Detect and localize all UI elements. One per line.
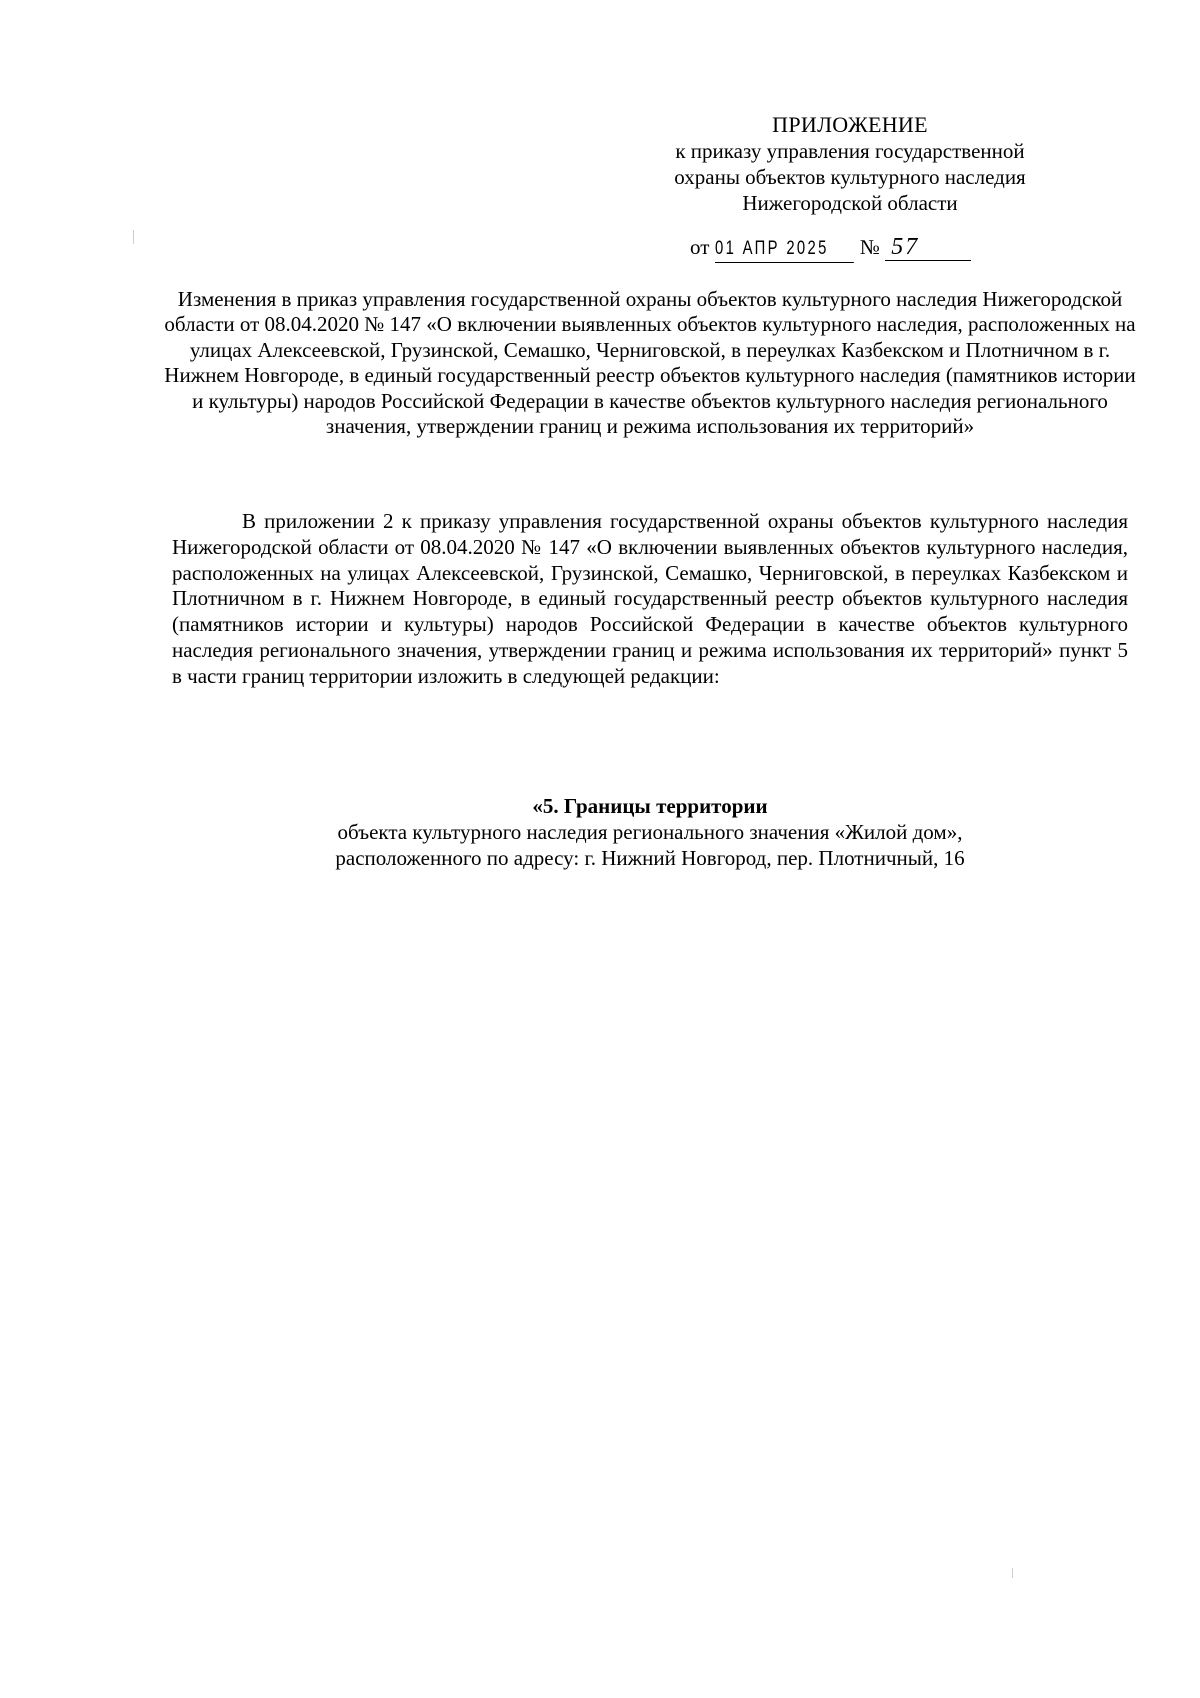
appendix-line-3: Нижегородской области (742, 191, 958, 215)
date-prefix: от (690, 235, 710, 259)
scan-mark (1012, 1568, 1013, 1578)
order-date-stamp: 01 АПР 2025 (715, 236, 854, 263)
appendix-line-2: охраны объектов культурного наследия (674, 165, 1026, 189)
section-block (200, 793, 1100, 871)
appendix-line-1: к приказу управления государственной (675, 139, 1025, 163)
order-date-number-line (690, 234, 971, 262)
body-paragraph: В приложении 2 к приказу управления государственной охраны объектов культурного наследия Нижегородской области от 08.04.2020 № 147 «О включении выявленных объектов культурного наследия, расположенных на улицах Алексеевской, Грузинской, Семашко, Черниговской, в переулках Казбекском и Плотничном в г. Нижнем Новгороде, в единый государственный реестр объектов культурного наследия (памятников истории и культуры) народов Российской Федерации в качестве объектов культурного наследия регионального значения, утверждении границ и режима использования их территорий» пункт 5 в части границ территории изложить в следующей редакции: (172, 509, 1128, 688)
appendix-title: ПРИЛОЖЕНИЕ (772, 112, 928, 137)
scan-mark (133, 230, 134, 244)
appendix-block (630, 112, 1070, 216)
document-heading: Изменения в приказ управления государственной охраны объектов культурного наследия Нижегородской области от 08.04.2020 № 147 «О включении выявленных объектов культурного наследия, расположенных на улицах Алексеевской, Грузинской, Семашко, Черниговской, в переулках Казбекском и Плотничном в г. Нижнем Новгороде, в единый государственный реестр объектов культурного наследия (памятников истории и культуры) народов Российской Федерации в качестве объектов культурного наследия регионального значения, утверждении границ и режима использования их территорий» (164, 287, 1136, 439)
number-prefix: № (859, 235, 880, 259)
section-title: «5. Границы территории (532, 794, 768, 818)
section-line-2: расположенного по адресу: г. Нижний Новгород, пер. Плотничный, 16 (335, 846, 965, 870)
order-number-handwritten: 57 (885, 234, 971, 261)
section-line-1: объекта культурного наследия регионального значения «Жилой дом», (337, 820, 963, 844)
